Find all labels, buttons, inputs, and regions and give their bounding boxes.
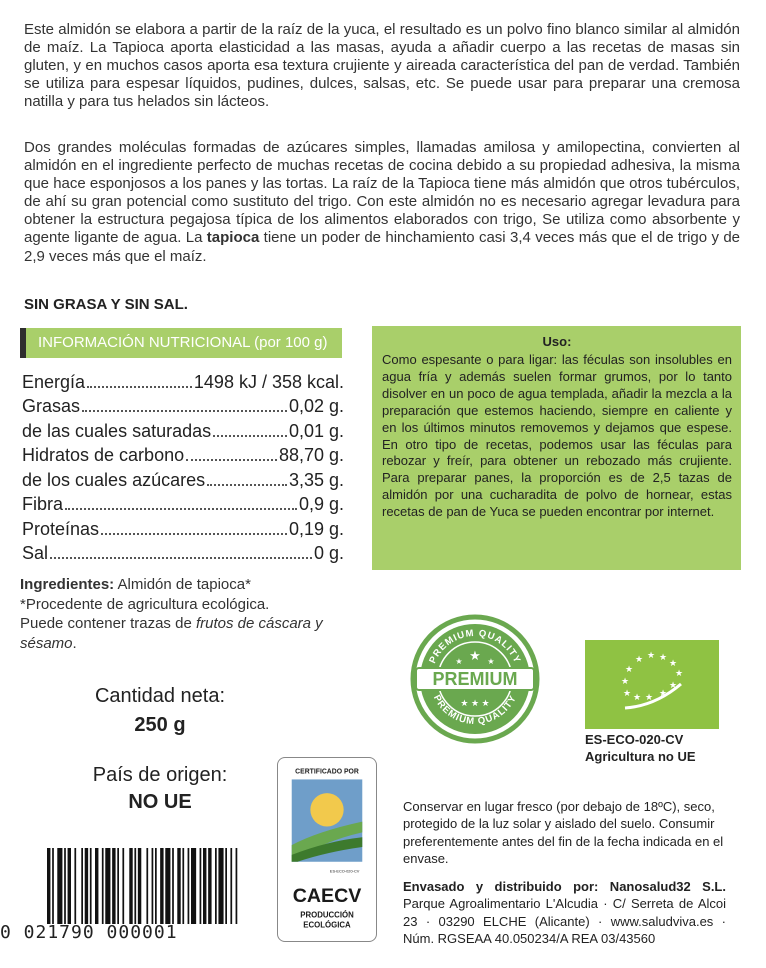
nutrition-row-energia	[22, 368, 344, 393]
leader-dots	[65, 508, 297, 510]
eu-origin-text: Agricultura no UE	[585, 749, 696, 764]
eu-star-icon: ★	[624, 664, 634, 674]
usage-box	[372, 326, 741, 570]
nutrition-value: 1498 kJ / 358 kcal.	[193, 371, 344, 392]
paragraph-2-text-b: tiene un poder de hinchamiento casi 3,4 veces más que el de trigo y de 2,9 veces más que el maíz.	[24, 229, 741, 265]
eu-star-icon: ★	[658, 652, 668, 662]
net-quantity-label: Cantidad neta:	[94, 685, 226, 707]
svg-text:★ ★ ★: ★ ★ ★	[460, 698, 490, 708]
leader-dots	[101, 533, 287, 535]
svg-text:PREMIUM: PREMIUM	[432, 669, 518, 689]
usage-text: Como espesante o para ligar: las féculas son insolubles en agua fría y además suelen formar grumos, por lo tanto disolver en un poco de agua templada, añadir la mezcla a la preparación que estemos haciendo, siempre en caliente y en los últimos minutos removemos y dejamos que espese. En otro tipo de recetas, podemos usar las féculas para rebozar y freír, para obtener un rebozado más crujiente. Para preparar panes, la proporción es de 2,5 tazas de almidón por una cucharadita de polvo de hornear, estas recetas de pan de Yuca se pueden encontrar por internet.	[382, 352, 732, 520]
barcode-number: 0 021790 000001	[0, 922, 178, 943]
nutrition-row-fibra	[22, 491, 344, 516]
barcode-image	[47, 848, 239, 924]
ingredients-label: Ingredientes:	[20, 576, 115, 593]
storage-instructions: Conservar en lugar fresco (por debajo de 18ºC), seco, protegido de la luz solar y aislado del suelo. Consumir preferentemente antes del fin de la fecha indicada en el envase.	[403, 799, 724, 866]
svg-text:PREMIUM QUALITY: PREMIUM QUALITY	[427, 627, 523, 666]
svg-text:PRODUCCIÓN: PRODUCCIÓN	[300, 910, 354, 920]
eu-star-icon: ★	[634, 654, 644, 664]
leader-dots	[213, 435, 287, 437]
paragraph-2-text-a: Dos grandes moléculas formadas de azúcares simples, llamadas amilosa y amilopectina, convierten al almidón en el ingrediente perfecto de muchas recetas de cocina debido a su propiedad adhesiva, la misma que hace esponjosos a los panes y las tortas. La raíz de la Tapioca tiene más almidón que otros tubérculos, de ahí su gran potencial como sustituto del trigo. Con este almidón no es necesario agregar levadura para obtener la estructura pegajosa típica de los alimentos elaborados con trigo, Se utiliza como absorbente y agente ligante de agua. La	[24, 139, 740, 247]
nutrition-value: 0,9 g.	[298, 494, 344, 514]
caecv-logo	[277, 757, 377, 942]
description-paragraph-1: Este almidón se elabora a partir de la raíz de la yuca, el resultado es un polvo fino blanco similar al almidón de maíz. La Tapioca aporta elasticidad a las masas, ayuda a añadir cuerpo a las recetas de masas sin gluten, y en muchos casos aporta esa textura crujiente y aireada característica del pan de verdad. También se utiliza para espesar líquidos, pudines, dulces, salsas, etc. Se puede usar para preparar una cremosa natilla y para tus helados sin lácteos.	[24, 21, 740, 111]
premium-quality-seal	[410, 614, 540, 744]
svg-text:ECOLÓGICA: ECOLÓGICA	[303, 920, 351, 930]
ingredients-block	[20, 575, 340, 653]
nutrition-label: Hidratos de carbono	[22, 445, 185, 465]
nutrition-label: de las cuales saturadas	[22, 420, 212, 441]
svg-text:★: ★	[469, 648, 481, 663]
ingredients-text: Almidón de tapioca*	[114, 576, 251, 593]
svg-text:ES-ECO-020-CV: ES-ECO-020-CV	[329, 868, 360, 874]
leader-dots	[50, 557, 312, 559]
leader-dots	[207, 484, 287, 486]
eu-star-icon: ★	[674, 668, 684, 678]
eu-star-icon: ★	[620, 676, 630, 686]
leader-dots	[87, 386, 192, 388]
eu-star-icon: ★	[646, 650, 656, 660]
nutrition-row-grasas	[22, 393, 344, 418]
nutrition-header-text: INFORMACIÓN NUTRICIONAL (por 100 g)	[38, 334, 328, 351]
nutrition-label: de los cuales azúcares	[22, 469, 206, 490]
origin-label: País de origen:	[92, 764, 228, 786]
nutrition-header	[20, 328, 342, 358]
eu-organic-leaf-icon	[585, 640, 719, 729]
nutrition-value: 0,19 g.	[288, 518, 344, 539]
eu-organic-code	[585, 731, 696, 765]
eu-star-icon: ★	[668, 658, 678, 668]
eu-star-icon: ★	[668, 680, 678, 690]
nutrition-value: 0,01 g.	[288, 420, 344, 441]
svg-text:CAECV: CAECV	[292, 884, 362, 907]
nutrition-value: 88,70 g.	[278, 445, 344, 465]
nutrition-row-proteinas	[22, 515, 344, 540]
eu-star-icon: ★	[632, 692, 642, 702]
nutrition-label: Sal	[22, 543, 49, 563]
packager-info	[403, 878, 726, 947]
nutrition-value: 0,02 g.	[288, 396, 344, 416]
ingredients-note: *Procedente de agricultura ecológica.	[20, 595, 270, 613]
eu-stars	[621, 650, 683, 702]
packager-bold: Envasado y distribuido por: Nanosalud32 S.L.	[403, 879, 726, 894]
nutrition-row-sal	[22, 540, 344, 565]
eu-star-icon: ★	[622, 688, 632, 698]
svg-text:CERTIFICADO POR: CERTIFICADO POR	[295, 768, 359, 776]
packager-text: Parque Agroalimentario L'Alcudia · C/ Serreta de Alcoi 23 · 03290 ELCHE (Alicante) · www.saludviva.es · Núm. RGSEAA 40.050234/A REA 03/43560	[403, 896, 726, 946]
nutrition-row-azucares	[22, 466, 344, 491]
svg-text:★: ★	[455, 657, 463, 666]
nutrition-row-saturadas	[22, 417, 344, 442]
nutrition-value: 0 g.	[313, 543, 344, 563]
nutrition-label: Proteínas	[22, 518, 100, 539]
svg-text:★: ★	[487, 657, 495, 666]
leader-dots	[82, 410, 287, 412]
eu-star-icon: ★	[658, 688, 668, 698]
no-fat-no-salt: SIN GRASA Y SIN SAL.	[24, 296, 188, 313]
eu-code-text: ES-ECO-020-CV	[585, 732, 684, 747]
allergen-traces: Puede contener trazas de frutos de cáscara y sésamo.	[20, 615, 323, 652]
origin-value: NO UE	[128, 791, 192, 813]
nutrition-value: 3,35 g.	[288, 469, 344, 490]
nutrition-label: Grasas	[22, 396, 81, 416]
svg-text:PREMIUM QUALITY: PREMIUM QUALITY	[430, 693, 520, 728]
description-paragraph-2	[24, 139, 740, 266]
leader-dots	[186, 459, 277, 461]
tapioca-bold: tapioca	[206, 229, 260, 247]
nutrition-label: Fibra	[22, 494, 64, 514]
usage-title: Uso:	[542, 334, 572, 349]
nutrition-row-hidratos	[22, 442, 344, 467]
net-quantity-value: 250 g	[134, 714, 186, 736]
nutrition-label: Energía	[22, 371, 86, 392]
eu-star-icon: ★	[644, 692, 654, 702]
nutrition-table	[22, 368, 344, 564]
